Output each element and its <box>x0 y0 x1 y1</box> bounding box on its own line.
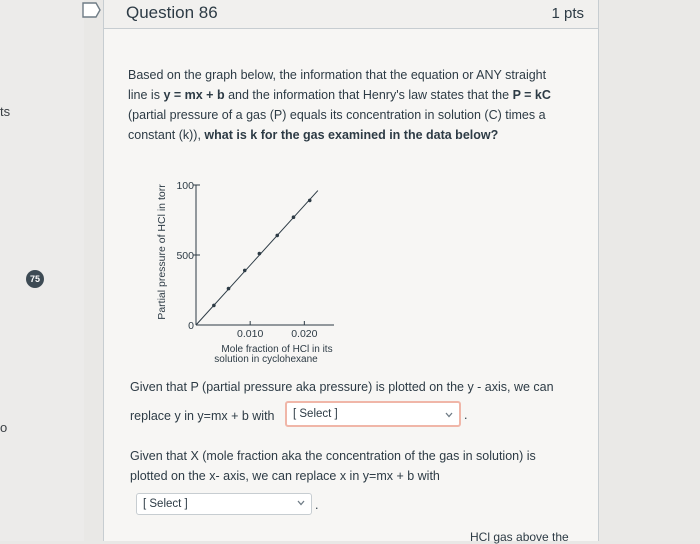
part2-line1: Given that X (mole fraction aka the concentration of the gas in solution) is <box>130 449 536 463</box>
data-point <box>227 287 231 291</box>
question-body-part: and the information that Henry's law states that the <box>224 88 513 102</box>
question-header <box>104 0 598 29</box>
data-point <box>258 252 262 256</box>
question-body-part: Based on the graph below, the information that the equation or ANY straight line is <box>128 68 547 102</box>
question-bold-text: what is k for the gas examined in the data below? <box>204 128 499 142</box>
flag-question-icon[interactable] <box>82 2 102 18</box>
part1-line2: replace y in y=mx + b with <box>130 409 275 423</box>
x-axis-label-line1: Mole fraction of HCl in its <box>221 344 333 355</box>
equation-text: y = mx + b <box>163 88 225 102</box>
right-background <box>598 0 700 541</box>
data-point <box>243 269 247 273</box>
question-points: 1 pts <box>551 5 584 22</box>
select-x-replacement[interactable] <box>136 493 312 515</box>
y-axis-label: Partial pressure of HCl in torr <box>156 184 168 320</box>
period: . <box>464 408 468 422</box>
left-gutter <box>0 0 84 541</box>
y-tick-label: 500 <box>176 250 194 262</box>
part1-line1: Given that P (partial pressure aka pressure) is plotted on the y - axis, we can <box>130 380 554 394</box>
select-y-replacement[interactable] <box>285 401 461 427</box>
data-point <box>212 304 216 308</box>
y-tick-label: 0 <box>188 320 194 332</box>
y-tick-label: 100 <box>176 180 194 192</box>
henry-law-graph <box>150 170 380 370</box>
data-point <box>308 199 312 203</box>
data-point <box>275 234 279 238</box>
x-tick-label: 0.010 <box>237 328 264 340</box>
cut-off-text: HCl gas above the <box>470 530 569 544</box>
select-value: [ Select ] <box>143 498 188 510</box>
period: . <box>315 498 319 512</box>
chevron-down-icon <box>445 412 453 418</box>
henry-law-equation: P = kC <box>512 88 551 102</box>
chart-svg <box>150 170 380 370</box>
question-title: Question 86 <box>126 3 218 22</box>
gutter-fragment: ts <box>0 104 11 119</box>
x-axis-label-line2: solution in cyclohexane <box>214 354 318 365</box>
question-text <box>128 65 568 145</box>
x-tick-label: 0.020 <box>291 328 318 340</box>
question-number-badge[interactable]: 75 <box>26 270 44 288</box>
gutter-fragment: o <box>0 420 8 435</box>
chevron-down-icon <box>297 500 305 506</box>
question-body-part: (partial pressure of a gas (P) equals its concentration in solution (C) times a constant (k)), <box>128 108 546 142</box>
select-value: [ Select ] <box>293 408 338 420</box>
part2-line2: plotted on the x- axis, we can replace x in y=mx + b with <box>130 469 440 483</box>
data-point <box>292 215 296 219</box>
